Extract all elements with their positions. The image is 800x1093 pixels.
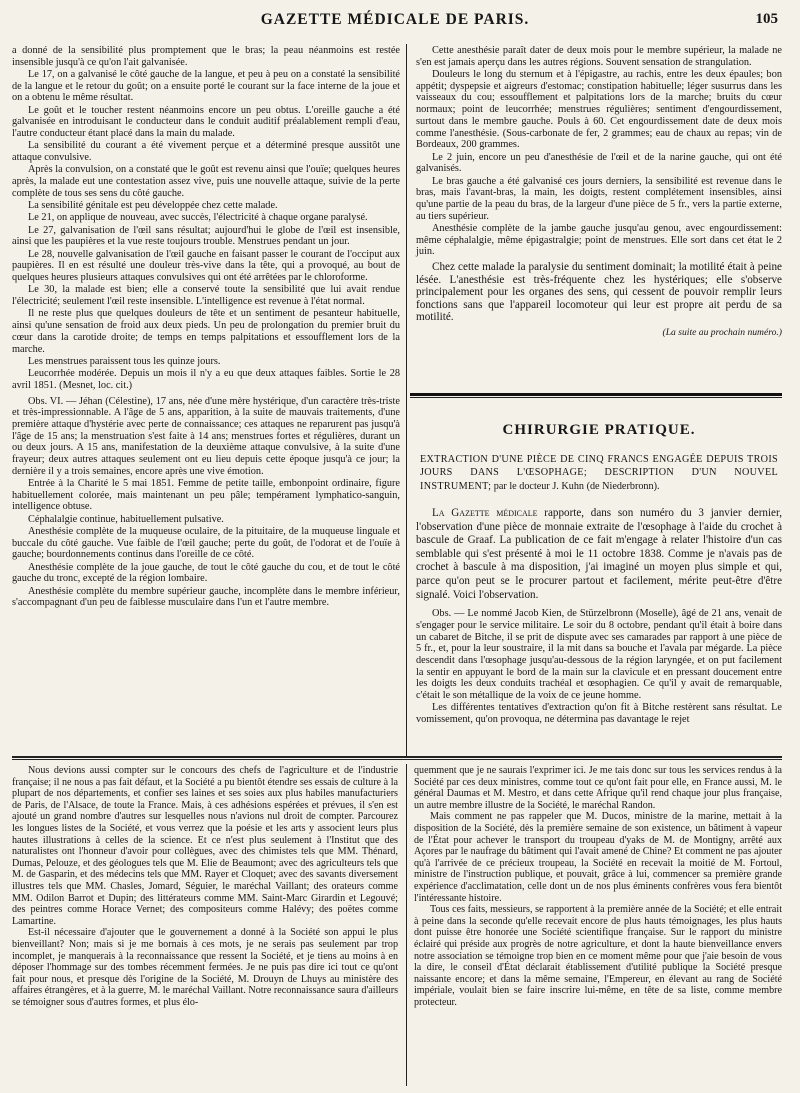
observation-paragraph: Obs. VI. — Jéhan (Célestine), 17 ans, née d'une mère hystérique, d'un caractère très-triste et très-impressionnable. A l'âge de 5 ans, apparition, à la suite de mauvais traitements, d'une première attaque d'hystérie avec perte de connaissance; ces attaques ne reparurent pas jusqu'à l'âge de 15 ans; la menstruation s'est faite à 14 ans; menstrues fortes et régulières, durant un ou deux jours. A 15 ans, manifestation de la deuxième attaque convulsive, à la suite d'une frayeur; deux autres attaques seulement ont eu lieu depuis cette époque jusqu'à ce jour; la dernière il y a trois semaines, encore après une vive émotion. <box>12 395 400 477</box>
paragraph: Le goût et le toucher restent néanmoins encore un peu obtus. L'oreille gauche a été galvanisée en introduisant le conducteur dans le conduit auditif préalablement rempli d'eau, l'autre conducteur étant placé dans la main du malade. <box>12 104 400 140</box>
journal-title: GAZETTE MÉDICALE DE PARIS. <box>260 11 530 28</box>
article-byline: par le docteur J. Kuhn (de Niederbronn). <box>491 480 660 492</box>
continued-note: (La suite au prochain numéro.) <box>662 327 782 338</box>
article-title: EXTRACTION D'UNE PIÈCE DE CINQ FRANCS ENGAGÉE DEPUIS TROIS JOURS DANS L'ŒSOPHAGE; DESCRIPTION D'UN NOUVEL INSTRUMENT; <box>420 454 778 492</box>
page-number: 105 <box>755 11 778 27</box>
paragraph: Anesthésie complète de la muqueuse oculaire, de la pituitaire, de la muqueuse linguale et buccale du côté gauche. Vue faible de l'œil gauche; perte du goût, de l'odorat et de l'ouïe à gauche; bourdonnements continus dans l'oreille de ce côté. <box>12 526 400 561</box>
paragraph: Le 30, la malade est bien; elle a conservé toute la sensibilité que lui avait rendue l'électricité; seulement l'œil reste insensible. L'intelligence est revenue à l'état normal. <box>12 284 400 308</box>
intro-text: rapporte, dans son numéro du 3 janvier dernier, l'observation d'une pièce de monnaie extraite de l'œsophage à l'aide du crochet à bascule de Graaf. La publication de ce fait m'engage à relater l'histoire d'un cas semblable qui s'est présenté à moi le 11 octobre 1838. Comme je n'avais pas de crochet à bascule à ma disposition, j'ai imaginé un moyen plus simple et qui, parce qu'on peut se le procurer partout et facilement, mérite peut-être d'être signalé. Voici l'observation. <box>416 507 782 601</box>
section-rule <box>410 393 782 396</box>
journal-reference: La Gazette médicale <box>432 507 538 519</box>
paragraph: Le 2 juin, encore un peu d'anesthésie de l'œil et de la narine gauche, qui ont été galvanisés. <box>416 151 782 175</box>
section-title: CHIRURGIE PRATIQUE. <box>502 422 696 438</box>
paragraph: Le 21, on applique de nouveau, avec succès, l'électricité à chaque organe paralysé. <box>28 212 368 224</box>
article-heading <box>420 453 778 493</box>
right-column-top <box>416 45 782 338</box>
paragraph: a donné de la sensibilité plus promptement que le bras; la peau néanmoins est restée insensible jusqu'à ce qu'on l'ait galvanisée. <box>12 45 400 68</box>
article-body <box>416 507 782 752</box>
paragraph: Entrée à la Charité le 5 mai 1851. Femme de petite taille, embonpoint ordinaire, figure habituellement colorée, mais maintenant un peu pâle; tempérament lymphatico-sanguin, intelligence obtuse. <box>12 478 400 513</box>
paragraph: Cette anesthésie paraît dater de deux mois pour le membre supérieur, la malade ne s'en est jamais aperçu dans les autres régions. Souvent sensation de strangulation. <box>416 45 782 68</box>
paragraph: Le 27, galvanisation de l'œil sans résultat; aujourd'hui le globe de l'œil est insensible, ainsi que les paupières et la vue reste toujours trouble. Menstrues pendant un jour. <box>12 224 400 248</box>
paragraph: Est-il nécessaire d'ajouter que le gouvernement a donné à la Société son appui le plus bienveillant? Non; mais si je me bornais à ces mots, je ne serais pas seulement par trop incomplet, je manquerais à la reconnaissance que ressent la Société, et je tiens au moins à en déposer l'hommage sur des tombes récemment fermées. Je ne puis pas dire ici tout ce qu'ont fait pour nous, et presque dès l'origine de la Société, M. Drouyn de Lhuys au ministère des affaires étrangères, et à la guerre, M. le maréchal Vaillant. Notre reconnaissance saura d'ailleurs se témoigner sous d'autres formes, et plus élo- <box>12 927 398 1008</box>
paragraph: quemment que je ne saurais l'exprimer ici. Je me tais donc sur tous les services rendus à la Société par ces deux ministres, comme tout ce qu'ont fait pour elle, en France aussi, M. le général Daumas et M. Mestro, et dans cette Afrique qu'il rend chaque jour plus française, un autre membre illustre de la Société, le maréchal Randon. <box>414 765 782 811</box>
conclusion-paragraph: Chez cette malade la paralysie du sentiment dominait; la motilité était à peine lésée. L'anesthésie est très-fréquente chez les hystériques; elle s'observe principalement pour les organes des sens, qui cessent de pouvoir remplir leurs fonctions sans que l'appareil locomoteur qui leur est propre ait perdu de sa motilité. <box>416 261 782 324</box>
paragraph: Céphalalgie continue, habituellement pulsative. <box>28 513 224 525</box>
paragraph: Mais comment ne pas rappeler que M. Ducos, ministre de la marine, mettait à la disposition de la Société, dès la première semaine de son existence, un bâtiment à vapeur de l'État pour achever le transport du troupeau d'yaks de M. de Montigny, arrêté aux Açores par le naufrage du bâtiment qui l'avait amené de Chine? Et comment ne pas ajouter qu'à l'arrivée de ce précieux troupeau, la Société en recevait la moitié de M. Fortoul, ministre de l'instruction publique, et pouvait, grâce à lui, commencer sa première grande expérience d'acclimatation, celle dont un de nos plus éminents confrères vous fera bientôt l'intéressante histoire. <box>414 811 782 904</box>
bottom-right-column <box>414 765 782 1087</box>
paragraph: Les différentes tentatives d'extraction qu'on fit à Bitche restèrent sans résultat. Le vomissement, qu'on provoqua, ne détermina pas davantage le rejet <box>416 702 782 726</box>
section-rule-thin <box>410 397 782 398</box>
paragraph: Douleurs le long du sternum et à l'épigastre, au rachis, entre les deux épaules; bon appétit; dyspepsie et aigreurs d'estomac; constipation habituelle; léger susurrus dans les vaisseaux du cou; essoufflement et palpitations lors de la marche; bruits du cœur normaux; point de leucorrhée; menstrues régulières; sentiment d'engourdissement, surtout dans le membre gauche. Pouls à 60. Cet engourdissement date de deux mois comme l'anesthésie. (Sous-carbonate de fer, 2 grammes; eau de chaux au repas; vin de Bordeaux, 200 grammes. <box>416 69 782 151</box>
paragraph: La sensibilité génitale est peu développée chez cette malade. <box>28 200 278 212</box>
paragraph: Le bras gauche a été galvanisé ces jours derniers, la sensibilité est revenue dans le bras, mais l'avant-bras, la main, les doigts, restent complétement insensibles, ainsi qu'une partie de la peau du bras, de la largeur d'une pièce de 5 fr., vers la partie externe, au tiers supérieur. <box>416 175 782 222</box>
paragraph: Après la convulsion, on a constaté que le goût est revenu ainsi que l'ouïe; quelques heures après, la malade eut une contestation assez vive, puis une nouvelle attaque, suivie de la perte complète de tous ses sens du côté gauche. <box>12 164 400 199</box>
paragraph: Leucorrhée modérée. Depuis un mois il n'y a eu que deux attaques faibles. Sortie le 28 avril 1851. (Mesnet, loc. cit.) <box>12 368 400 391</box>
paragraph: La sensibilité du courant a été vivement perçue et a déterminé presque aussitôt une attaque convulsive. <box>12 140 400 164</box>
page-divider <box>12 756 782 758</box>
paragraph: Le 17, on a galvanisé le côté gauche de la langue, et peu à peu on a constaté la sensibilité de la langue et le retour du goût; on a ensuite porté le courant sur la face interne de la joue et on a obtenu le même résultat. <box>12 69 400 104</box>
page-divider-thin <box>12 759 782 760</box>
column-divider <box>406 764 407 1086</box>
column-divider <box>406 44 407 756</box>
paragraph: Anesthésie complète de la jambe gauche jusqu'au genou, avec engourdissement: même céphalalgie, même épigastralgie; point de menstrues. Elle sort dans cet état le 2 juin. <box>416 222 782 258</box>
left-column <box>12 45 400 753</box>
paragraph: Nous devions aussi compter sur le concours des chefs de l'agriculture et de l'industrie française; il ne nous a pas fait défaut, et la Société a pu bientôt étendre ses essais de culture à la plupart de nos départements, et confier ses laines et ses soies aux plus habiles manufacturiers de Paris, de l'Alsace, de toute la France. Mais, à ces adhésions espérées et prévues, il s'en est ajouté un grand nombre d'autres sur lesquelles nous n'avions nul droit de compter. Parcourez les longues listes de la Société, et vous verrez que la poésie et les arts y associent leurs plus hautes illustrations à celles de la science. Et ce n'est plus seulement à l'Institut que des naturalistes ont l'honneur d'avoir pour collègues, avec des chimistes tels que MM. Thénard, Dumas, Pelouze, et des géologues tels que M. Elie de Beaumont; avec des agriculteurs tels que M. de Gasparin, et des médecins tels que MM. Rayer et Cloquet; avec des savants diversement illustres tels que MM. Chasles, Jomard, Séguier, le maréchal Vaillant; des orateurs comme MM. Odilon Barrot et Dupin; des littérateurs comme MM. Saint-Marc Girardin et Legouvé; des peintres comme Horace Vernet; des compositeurs comme Halévy; des poëtes comme Lamartine. <box>12 765 398 927</box>
bottom-left-column <box>12 765 398 1087</box>
paragraph: Le 28, nouvelle galvanisation de l'œil gauche en faisant passer le courant de l'occiput aux paupières. Il en est résulté une douleur très-vive dans la tête, qui a provoqué, au bout de quelques heures plusieurs attaques convulsives qui ont été arrêtées par le chloroforme. <box>12 248 400 284</box>
article-intro <box>416 507 782 602</box>
paragraph: Les menstrues paraissent tous les quinze jours. <box>28 355 221 367</box>
paragraph: Anesthésie complète du membre supérieur gauche, incomplète dans le membre inférieur, s'accompagnant d'un peu de faiblesse musculaire dans l'un et l'autre membre. <box>12 585 400 609</box>
paragraph: Anesthésie complète de la joue gauche, de tout le côté gauche du cou, et de tout le côté gauche du tronc, excepté de la région lombaire. <box>12 561 400 585</box>
paragraph: Tous ces faits, messieurs, se rapportent à la première année de la Société; et elle entrait à peine dans la seconde qu'elle recevait encore de plus hauts témoignages, les plus hauts dont puisse être honorée une Société scientifique française. Sur le rapport du ministre éclairé qui préside aux progrès de notre agriculture, et dont la haute bienveillance envers notre association se témoigne trop bien en ce moment même pour que j'aie besoin de vous la dire, le conseil d'État déclarait établissement d'utilité publique la Société presque naissante encore; et dans la même semaine, l'Empereur, en élevant au rang de Société impériale, voulait bien se faire inscrire lui-même, en tête de sa liste, comme membre protecteur. <box>414 904 782 1008</box>
observation-paragraph: Obs. — Le nommé Jacob Kien, de Stürzelbronn (Moselle), âgé de 21 ans, venait de s'engager pour le service militaire. Le soir du 8 octobre, pendant qu'il était à boire dans un cabaret de Bitche, il se prit de dispute avec ses camarades par rapport à une pièce de 5 fr., et, pour la leur soustraire, il la mit dans sa bouche et l'avala par mégarde. La pièce descendit dans l'œsophage jusqu'au-dessous de la région laryngée, et on put facilement la sentir en appuyant le bord de la main sur la clavicule et en pressant doucement entre les doigts les deux conduits trachéal et œsophagien. Ce qu'il y avait de remarquable, c'était le son métallique de la voix de ce jeune homme. <box>416 608 782 702</box>
page-header <box>12 11 778 33</box>
paragraph: Il ne reste plus que quelques douleurs de tête et un sentiment de pesanteur habituelle, ainsi qu'une sensation de froid aux deux pieds. Un peu de prolongation du premier bruit du cœur dans la carotide droite; de temps en temps palpitations et essoufflement lors de la marche. <box>12 308 400 355</box>
